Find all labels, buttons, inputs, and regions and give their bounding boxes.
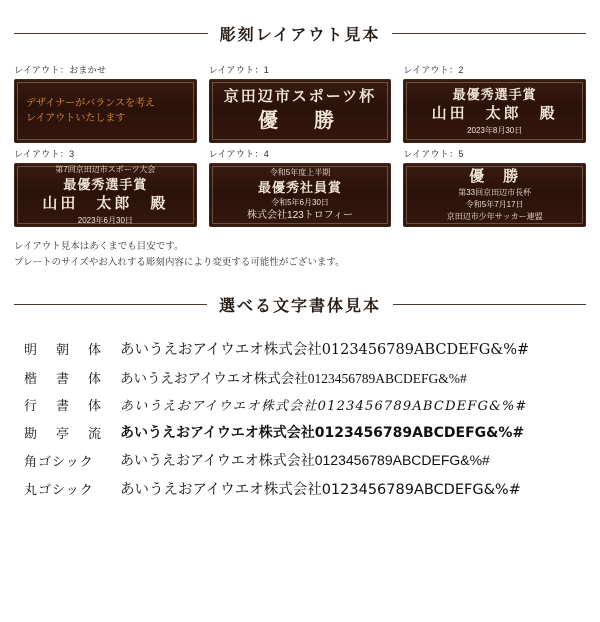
font-name-label: 楷 書 体: [24, 370, 105, 386]
engraving-plate-preview: [209, 163, 392, 227]
font-sample-row: [14, 391, 586, 418]
page-root: [0, 22, 600, 622]
engraving-plate-preview: [209, 79, 392, 143]
font-sample-row: [14, 418, 586, 446]
plate-text-line: 優 勝: [469, 167, 521, 185]
plate-cell: [14, 147, 197, 227]
plate-label: レイアウト：2: [403, 65, 464, 75]
heading-rule-left: [14, 33, 208, 34]
font-sample-text: あいうえおアイウエオ株式会社0123456789ABCDEFG&%#: [120, 342, 530, 359]
plate-text-line: 2023年8月30日: [467, 125, 523, 135]
plate-text-line: 最優秀社員賞: [257, 179, 342, 195]
font-sample-row: [14, 363, 586, 391]
layout-section-heading: [14, 22, 586, 45]
font-name-label: 角ゴシック: [24, 453, 94, 469]
plate-text-line: 株式会社123トロフィー: [247, 209, 353, 221]
engraving-plate-preview: [14, 163, 197, 227]
plate-text-line: 最優秀選手賞: [452, 86, 537, 102]
font-sample-row: [14, 446, 586, 474]
font-sample-row: [14, 474, 586, 503]
plate-cell: [209, 147, 392, 227]
disclaimer-notes: [14, 239, 586, 271]
font-name-label: 明 朝 体: [24, 342, 105, 358]
plate-cell: [403, 63, 586, 143]
plate-cell: [209, 63, 392, 143]
plate-text-line: 京田辺市少年サッカー連盟: [446, 212, 543, 222]
plate-text-line: 令和5年6月30日: [271, 197, 329, 207]
font-sample-text: あいうえおアイウエオ株式会社0123456789ABCDEFG&%#: [120, 371, 467, 387]
plate-label: レイアウト：1: [208, 65, 270, 75]
font-name-label: 行 書 体: [24, 398, 105, 414]
plate-label: レイアウト：5: [403, 149, 464, 159]
note-line: レイアウト見本はあくまでも目安です。: [14, 241, 184, 252]
plate-text-line: 令和5年度上半期: [269, 167, 331, 177]
plate-cell: [14, 63, 197, 143]
engraving-plate-preview: [403, 79, 586, 143]
font-sample-table: [14, 334, 586, 503]
engraving-plate-preview: [14, 79, 197, 143]
plate-text-line: デザイナーがバランスを考え: [26, 98, 155, 109]
plate-label: レイアウト：4: [208, 149, 270, 159]
font-sample-text: あいうえおアイウエオ株式会社0123456789ABCDEFG&%#: [120, 482, 521, 499]
heading-rule-right: [392, 33, 586, 34]
font-sample-text: あいうえおアイウエオ株式会社0123456789ABCDEFG&%#: [120, 399, 528, 415]
font-name-label: 丸ゴシック: [24, 482, 94, 498]
engraving-plate-preview: [403, 163, 586, 227]
layout-section-title: 彫刻レイアウト見本: [219, 27, 381, 44]
heading-rule-left: [14, 304, 207, 305]
plate-grid: [14, 63, 586, 227]
plate-text-line: 第7回京田辺市スポーツ大会: [55, 164, 156, 174]
plate-text-line: 山田 太郎 殿: [42, 194, 169, 212]
plate-text-line: 第33回京田辺市長杯: [458, 188, 532, 198]
font-name-label: 勘 亭 流: [24, 425, 105, 441]
font-sample-text: あいうえおアイウエオ株式会社0123456789ABCDEFG&%#: [120, 452, 490, 469]
font-section-title: 選べる文字書体見本: [219, 298, 382, 316]
note-line: プレートのサイズやお入れする彫刻内容により変更する可能性がございます。: [14, 257, 345, 269]
plate-text-line: 令和5年7月17日: [465, 200, 524, 210]
plate-text-line: 最優秀選手賞: [63, 176, 148, 192]
plate-text-line: 京田辺市スポーツ杯: [223, 87, 377, 105]
plate-text-line: レイアウトいたします: [26, 113, 126, 124]
plate-cell: [403, 147, 586, 227]
heading-rule-right: [393, 304, 586, 305]
font-sample-text: あいうえおアイウエオ株式会社0123456789ABCDEFG&%#: [120, 425, 525, 442]
plate-text-line: 優 勝: [257, 110, 342, 133]
font-section-heading: [14, 293, 586, 316]
plate-label: レイアウト：3: [14, 149, 75, 159]
plate-label: レイアウト：おまかせ: [14, 65, 107, 75]
plate-text-line: 2023年6月30日: [77, 215, 133, 225]
font-sample-row: [14, 334, 586, 363]
plate-text-line: 山田 太郎 殿: [431, 104, 558, 122]
